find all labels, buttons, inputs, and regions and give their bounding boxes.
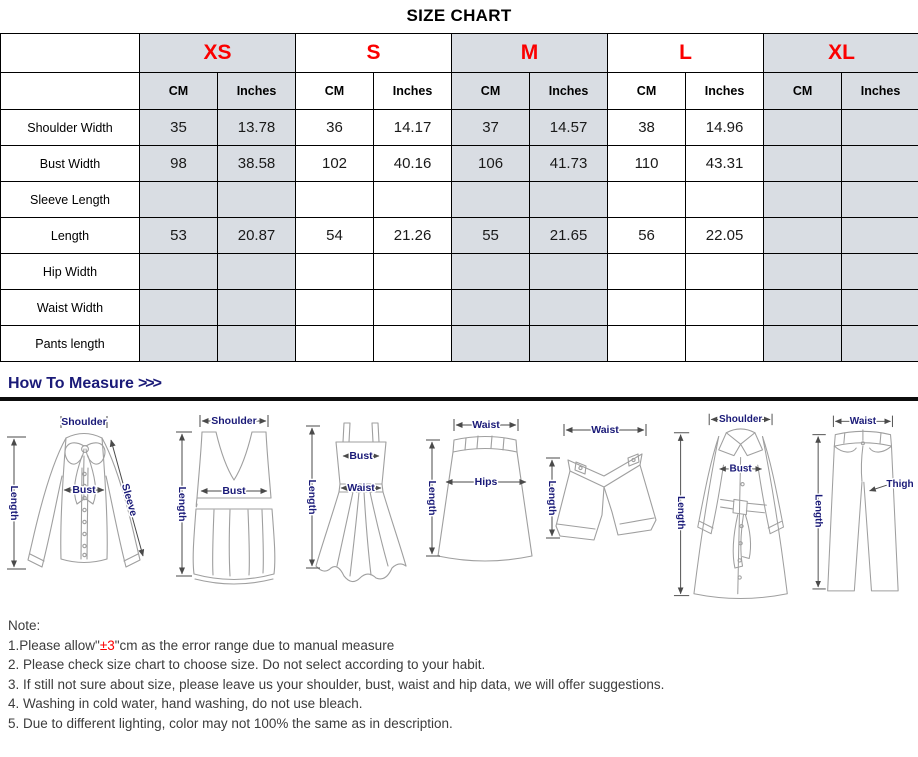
pants-figure [804, 408, 918, 608]
corner-cell-top [1, 34, 140, 73]
size-header-xs: XS [140, 34, 296, 73]
value-cell [452, 290, 530, 326]
coat-length-label: Length [675, 496, 686, 529]
row-label-cell: Hip Width [1, 254, 140, 290]
value-cell: 41.73 [530, 146, 608, 182]
value-cell [608, 254, 686, 290]
row-label-cell: Sleeve Length [1, 182, 140, 218]
table-row [1, 326, 918, 362]
note-1-suffix: "cm as the error range due to manual measure [115, 638, 394, 653]
value-cell [842, 146, 918, 182]
note-1-tolerance: ±3 [100, 638, 115, 653]
notes-heading: Note: [8, 616, 918, 636]
row-label-cell: Length [1, 218, 140, 254]
note-line-5: 5. Due to different lighting, color may not 100% the same as in description. [8, 714, 918, 734]
value-cell: 13.78 [218, 110, 296, 146]
value-cell [140, 326, 218, 362]
corner-cell-units [1, 73, 140, 110]
value-cell [608, 290, 686, 326]
value-cell: 38.58 [218, 146, 296, 182]
size-table-body [1, 110, 918, 362]
table-row [1, 146, 918, 182]
chevrons-icon: >>> [138, 375, 160, 392]
skirt-length-label: Length [426, 481, 438, 516]
shorts-waist-label: Waist [591, 424, 619, 436]
value-cell [530, 182, 608, 218]
blouse-shoulder-label: Shoulder [61, 416, 107, 428]
divider-rule [0, 397, 918, 401]
tank-length-label: Length [176, 487, 188, 522]
value-cell [452, 254, 530, 290]
size-header-l: L [608, 34, 764, 73]
value-cell [218, 326, 296, 362]
value-cell: 40.16 [374, 146, 452, 182]
unit-header-cell: CM [296, 73, 374, 110]
shorts-length-label: Length [546, 481, 558, 516]
value-cell [842, 182, 918, 218]
size-chart-page [0, 6, 918, 757]
value-cell: 38 [608, 110, 686, 146]
table-row [1, 110, 918, 146]
value-cell [296, 182, 374, 218]
how-to-measure-text: How To Measure [8, 375, 134, 392]
how-to-measure-heading [8, 375, 918, 393]
blouse-bust-label: Bust [72, 484, 96, 496]
value-cell [608, 182, 686, 218]
value-cell [842, 218, 918, 254]
coat-figure [662, 408, 804, 608]
row-label-cell: Pants length [1, 326, 140, 362]
blouse-sleeve-label: Sleeve [119, 482, 140, 517]
value-cell: 14.17 [374, 110, 452, 146]
unit-header-cell: Inches [374, 73, 452, 110]
value-cell [686, 290, 764, 326]
row-label-cell: Shoulder Width [1, 110, 140, 146]
value-cell [218, 254, 296, 290]
table-row [1, 254, 918, 290]
value-cell [374, 182, 452, 218]
dress-figure [300, 408, 420, 608]
dress-waist-label: Waist [347, 482, 375, 494]
size-header-m: M [452, 34, 608, 73]
value-cell [686, 326, 764, 362]
note-line-3: 3. If still not sure about size, please leave us your shoulder, bust, waist and hip data, we will offer suggestions. [8, 675, 918, 695]
tank-shoulder-label: Shoulder [211, 415, 257, 427]
size-table [0, 33, 918, 362]
measure-figures [0, 408, 918, 610]
coat-bust-label: Bust [730, 464, 753, 475]
note-line-2: 2. Please check size chart to choose size. Do not select according to your habit. [8, 655, 918, 675]
value-cell [530, 254, 608, 290]
value-cell: 22.05 [686, 218, 764, 254]
table-row [1, 290, 918, 326]
value-cell: 14.96 [686, 110, 764, 146]
shorts-figure [540, 408, 662, 608]
value-cell [764, 254, 842, 290]
value-cell [764, 290, 842, 326]
blouse-figure [0, 408, 168, 608]
value-cell [764, 326, 842, 362]
value-cell [842, 290, 918, 326]
note-line-1 [8, 636, 918, 656]
skirt-hips-label: Hips [475, 476, 498, 488]
value-cell: 37 [452, 110, 530, 146]
value-cell: 21.65 [530, 218, 608, 254]
table-row [1, 182, 918, 218]
value-cell: 55 [452, 218, 530, 254]
value-cell [140, 182, 218, 218]
value-cell [374, 254, 452, 290]
size-header-s: S [296, 34, 452, 73]
value-cell: 35 [140, 110, 218, 146]
value-cell [452, 182, 530, 218]
pants-thigh-label: Thigh [886, 479, 913, 490]
page-title: SIZE CHART [0, 6, 918, 26]
row-label-cell: Waist Width [1, 290, 140, 326]
value-cell [374, 326, 452, 362]
value-cell [218, 182, 296, 218]
value-cell: 43.31 [686, 146, 764, 182]
unit-header-cell: Inches [686, 73, 764, 110]
value-cell [530, 290, 608, 326]
row-label-cell: Bust Width [1, 146, 140, 182]
value-cell: 14.57 [530, 110, 608, 146]
value-cell: 53 [140, 218, 218, 254]
value-cell [296, 326, 374, 362]
value-cell [764, 110, 842, 146]
value-cell: 20.87 [218, 218, 296, 254]
note-1-prefix: 1.Please allow" [8, 638, 100, 653]
value-cell [686, 182, 764, 218]
value-cell: 36 [296, 110, 374, 146]
value-cell: 21.26 [374, 218, 452, 254]
note-line-4: 4. Washing in cold water, hand washing, do not use bleach. [8, 694, 918, 714]
value-cell [764, 182, 842, 218]
value-cell [452, 326, 530, 362]
value-cell [764, 218, 842, 254]
value-cell [530, 326, 608, 362]
tank-top-figure [168, 408, 300, 608]
coat-shoulder-label: Shoulder [719, 414, 762, 425]
value-cell: 56 [608, 218, 686, 254]
size-table-head [1, 34, 918, 110]
value-cell [764, 146, 842, 182]
value-cell: 106 [452, 146, 530, 182]
dress-length-label: Length [306, 480, 318, 515]
skirt-waist-label: Waist [472, 419, 500, 431]
value-cell [686, 254, 764, 290]
value-cell [842, 254, 918, 290]
unit-header-cell: CM [608, 73, 686, 110]
value-cell: 98 [140, 146, 218, 182]
table-row [1, 218, 918, 254]
unit-header-cell: Inches [218, 73, 296, 110]
dress-bust-label: Bust [349, 450, 373, 462]
value-cell [140, 290, 218, 326]
value-cell: 110 [608, 146, 686, 182]
unit-header-cell: CM [452, 73, 530, 110]
value-cell: 54 [296, 218, 374, 254]
value-cell [842, 326, 918, 362]
pants-waist-label: Waist [850, 416, 877, 427]
value-cell: 102 [296, 146, 374, 182]
value-cell [608, 326, 686, 362]
blouse-length-label: Length [8, 486, 20, 521]
notes-section [8, 616, 918, 733]
value-cell [296, 290, 374, 326]
size-header-xl: XL [764, 34, 918, 73]
unit-header-cell: CM [140, 73, 218, 110]
value-cell [218, 290, 296, 326]
tank-bust-label: Bust [222, 485, 246, 497]
unit-header-cell: Inches [530, 73, 608, 110]
skirt-figure [420, 408, 540, 608]
pants-length-label: Length [813, 494, 824, 527]
value-cell [140, 254, 218, 290]
value-cell [374, 290, 452, 326]
unit-header-cell: Inches [842, 73, 918, 110]
value-cell [842, 110, 918, 146]
value-cell [296, 254, 374, 290]
unit-header-cell: CM [764, 73, 842, 110]
